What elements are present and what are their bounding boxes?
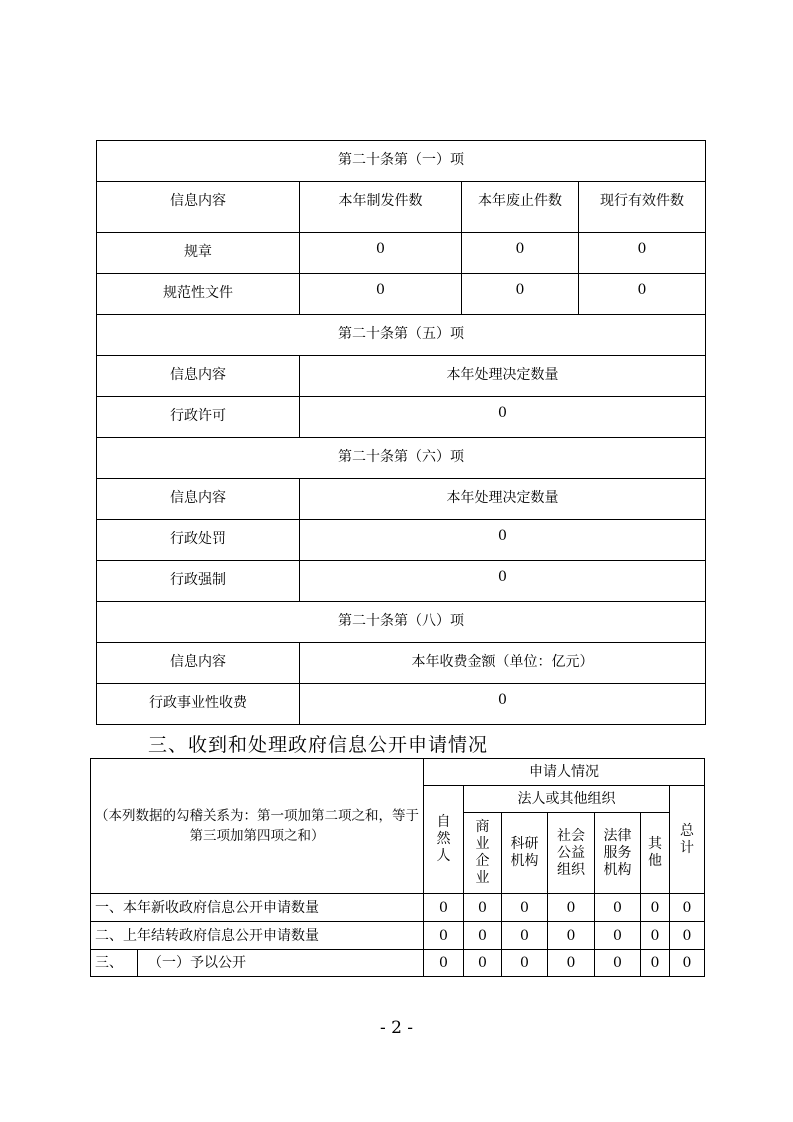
row-label: 行政许可	[97, 397, 300, 438]
cell-value: 0	[641, 922, 670, 950]
cell-value: 0	[300, 274, 462, 315]
header-cell: 本年处理决定数量	[300, 356, 706, 397]
section-title-row	[97, 438, 706, 479]
cell-value: 0	[502, 950, 548, 977]
cell-value: 0	[548, 922, 595, 950]
row-label: 行政事业性收费	[97, 684, 300, 725]
cell-value: 0	[462, 274, 579, 315]
table-row	[91, 894, 705, 922]
table-row	[97, 561, 706, 602]
col-header-total: 总 计	[670, 786, 705, 894]
col-header-research: 科研 机构	[502, 813, 548, 894]
cell-value: 0	[579, 233, 706, 274]
table-row	[91, 950, 705, 977]
table-row	[97, 274, 706, 315]
table-row	[97, 397, 706, 438]
header-cell: 本年处理决定数量	[300, 479, 706, 520]
cell-value: 0	[641, 894, 670, 922]
row-label: 规范性文件	[97, 274, 300, 315]
cell-value: 0	[595, 894, 641, 922]
header-cell: 信息内容	[97, 479, 300, 520]
row-label: 二、上年结转政府信息公开申请数量	[91, 922, 424, 950]
section-title: 第二十条第（八）项	[97, 602, 706, 643]
cell-value: 0	[464, 922, 502, 950]
applicant-header: 申请人情况	[424, 759, 705, 786]
cell-value: 0	[424, 894, 464, 922]
col-header-natural-person: 自 然 人	[424, 786, 464, 894]
cell-value: 0	[464, 950, 502, 977]
row-label: （一）予以公开	[138, 950, 424, 977]
cell-value: 0	[548, 894, 595, 922]
header-cell: 现行有效件数	[579, 182, 706, 233]
col-header-legal: 法律 服务 机构	[595, 813, 641, 894]
header-row	[97, 356, 706, 397]
header-cell: 本年收费金额（单位：亿元）	[300, 643, 706, 684]
cell-value: 0	[579, 274, 706, 315]
col-header-social: 社会 公益 组织	[548, 813, 595, 894]
header-row	[97, 479, 706, 520]
header-row	[97, 643, 706, 684]
row-label: 行政处罚	[97, 520, 300, 561]
cell-value: 0	[424, 950, 464, 977]
applicant-header-row	[91, 759, 705, 786]
cell-value: 0	[670, 922, 705, 950]
cell-value: 0	[595, 922, 641, 950]
cell-value: 0	[300, 397, 706, 438]
cell-value: 0	[300, 561, 706, 602]
header-row	[97, 182, 706, 233]
cell-value: 0	[548, 950, 595, 977]
cell-value: 0	[595, 950, 641, 977]
row-prefix: 三、	[91, 950, 138, 977]
legal-org-header: 法人或其他组织	[464, 786, 670, 813]
table-row	[91, 922, 705, 950]
col-header-other: 其 他	[641, 813, 670, 894]
section-heading: 三、收到和处理政府信息公开申请情况	[148, 734, 489, 756]
cell-value: 0	[670, 950, 705, 977]
cell-value: 0	[300, 520, 706, 561]
cell-value: 0	[502, 894, 548, 922]
header-cell: 信息内容	[97, 182, 300, 233]
cell-value: 0	[462, 233, 579, 274]
section-title: 第二十条第（五）项	[97, 315, 706, 356]
section-title: 第二十条第（一）项	[97, 141, 706, 182]
table-note: （本列数据的勾稽关系为：第一项加第二项之和，等于第三项加第四项之和）	[91, 759, 424, 894]
row-label: 行政强制	[97, 561, 300, 602]
cell-value: 0	[300, 233, 462, 274]
header-cell: 本年制发件数	[300, 182, 462, 233]
col-header-business: 商 业 企 业	[464, 813, 502, 894]
row-label: 规章	[97, 233, 300, 274]
cell-value: 0	[464, 894, 502, 922]
cell-value: 0	[424, 922, 464, 950]
table-row	[97, 520, 706, 561]
header-cell: 信息内容	[97, 356, 300, 397]
table-row	[97, 684, 706, 725]
header-cell: 信息内容	[97, 643, 300, 684]
section-title-row	[97, 315, 706, 356]
section-title-row	[97, 141, 706, 182]
application-statistics-table	[90, 758, 705, 977]
section-title-row	[97, 602, 706, 643]
cell-value: 0	[502, 922, 548, 950]
cell-value: 0	[641, 950, 670, 977]
table-row	[97, 233, 706, 274]
cell-value: 0	[300, 684, 706, 725]
page-number: - 2 -	[379, 1018, 414, 1038]
section-title: 第二十条第（六）项	[97, 438, 706, 479]
row-label: 一、本年新收政府信息公开申请数量	[91, 894, 424, 922]
header-cell: 本年废止件数	[462, 182, 579, 233]
rule-statistics-table	[96, 140, 706, 725]
cell-value: 0	[670, 894, 705, 922]
